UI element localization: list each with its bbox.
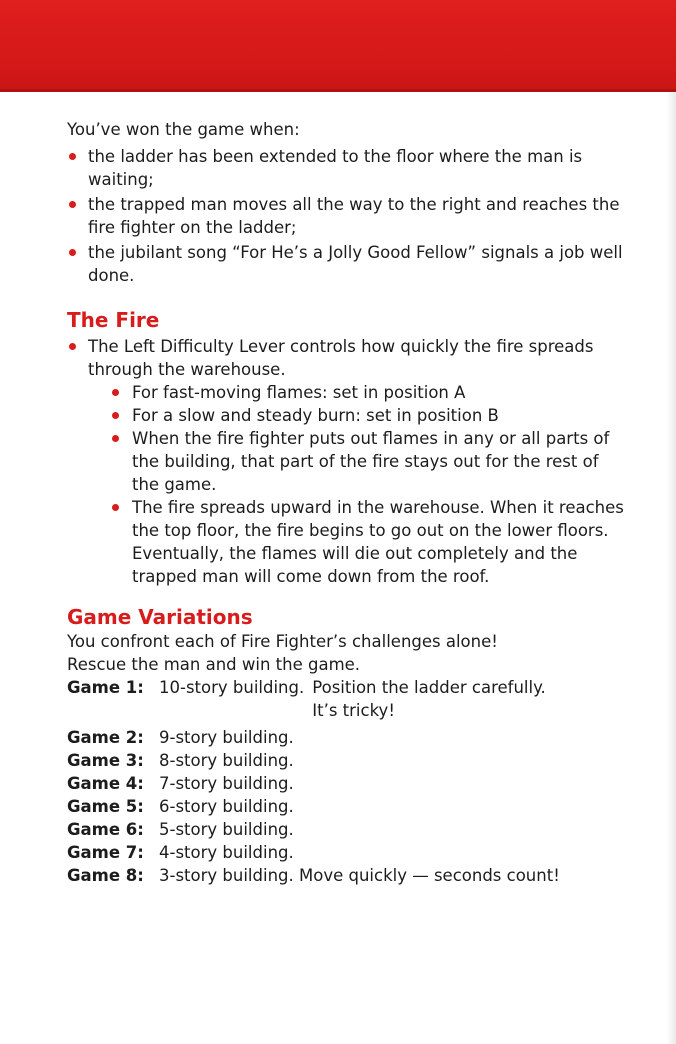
sub-list-item: For a slow and steady burn: set in position B <box>110 404 627 427</box>
game-row <box>67 726 627 749</box>
game-label: Game 4: <box>67 774 144 793</box>
game-desc: 7-story building. <box>159 774 294 793</box>
game-desc-main: 10-story building. <box>159 678 305 697</box>
game-row <box>67 818 627 841</box>
fire-list <box>67 335 627 588</box>
game-desc: 6-story building. <box>159 797 294 816</box>
section-title-fire: The Fire <box>67 308 160 332</box>
game-row <box>67 676 627 722</box>
fire-sub-list <box>88 381 627 588</box>
game-desc <box>159 676 627 722</box>
game-desc: 3-story building. Move quickly — seconds count! <box>159 866 560 885</box>
win-conditions-list <box>67 145 627 287</box>
game-desc-note: Position the ladder carefully. It’s tricky! <box>312 678 546 720</box>
win-intro: You’ve won the game when: <box>67 120 300 139</box>
game-row <box>67 795 627 818</box>
game-label: Game 7: <box>67 843 144 862</box>
game-row <box>67 749 627 772</box>
game-desc: 9-story building. <box>159 728 294 747</box>
game-label: Game 8: <box>67 866 144 885</box>
page-edge-shadow <box>666 92 676 1044</box>
game-label: Game 5: <box>67 797 144 816</box>
variations-intro-2: Rescue the man and win the game. <box>67 655 361 674</box>
list-item: the trapped man moves all the way to the right and reaches the fire fighter on the ladder; <box>67 193 627 239</box>
game-desc: 5-story building. <box>159 820 294 839</box>
section-title-variations: Game Variations <box>67 605 253 629</box>
list-item: the ladder has been extended to the floor where the man is waiting; <box>67 145 627 191</box>
game-row <box>67 864 627 887</box>
game-desc: 4-story building. <box>159 843 294 862</box>
game-label: Game 1: <box>67 678 144 697</box>
game-row <box>67 772 627 795</box>
list-item <box>67 335 627 588</box>
sub-list-item: For fast-moving flames: set in position A <box>110 381 627 404</box>
header-band <box>0 0 676 92</box>
manual-page-content <box>67 118 627 887</box>
variations-intro-1: You confront each of Fire Fighter’s challenges alone! <box>67 632 498 651</box>
fire-bullet-text: The Left Difficulty Lever controls how quickly the fire spreads through the warehouse. <box>88 337 594 379</box>
game-label: Game 3: <box>67 751 144 770</box>
sub-list-item: When the fire fighter puts out flames in any or all parts of the building, that part of the fire stays out for the rest of the game. <box>110 427 627 496</box>
game-label: Game 2: <box>67 728 144 747</box>
sub-list-item: The fire spreads upward in the warehouse. When it reaches the top floor, the fire begins to go out on the lower floors. Eventually, the flames will die out completely and the trapped man will come down from the roof. <box>110 496 627 588</box>
list-item: the jubilant song “For He’s a Jolly Good Fellow” signals a job well done. <box>67 241 627 287</box>
game-desc: 8-story building. <box>159 751 294 770</box>
game-label: Game 6: <box>67 820 144 839</box>
game-row <box>67 841 627 864</box>
